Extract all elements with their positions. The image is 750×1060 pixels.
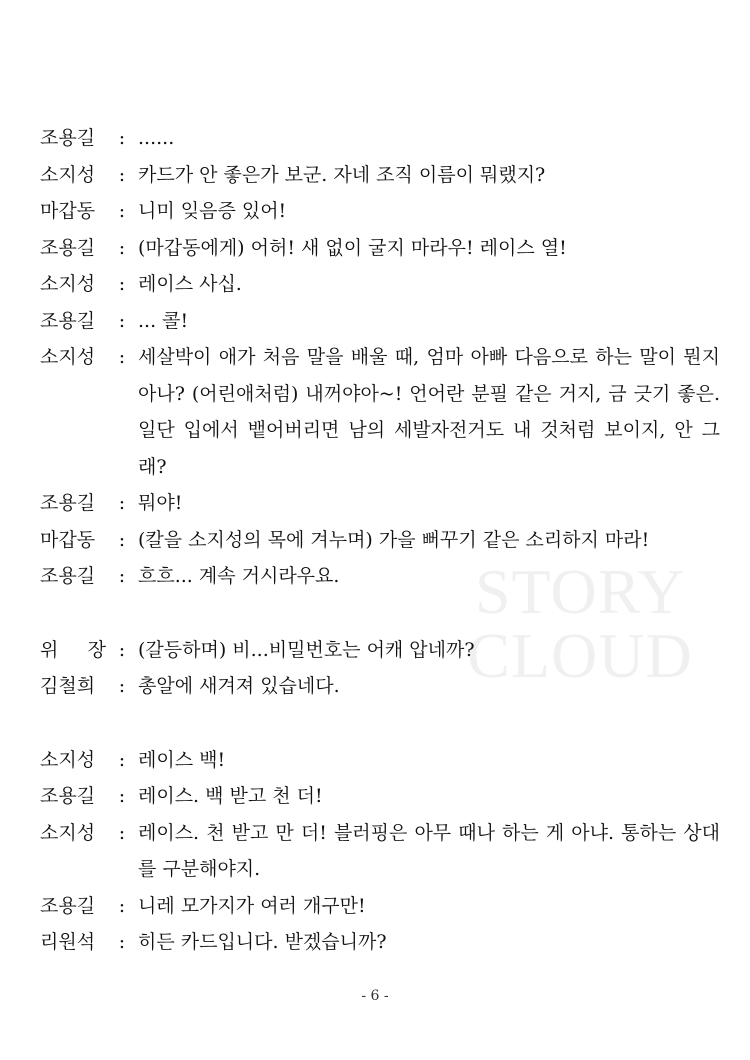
colon-separator: : [118, 127, 126, 149]
speaker-name: 조용길 [40, 127, 96, 149]
dialogue-text: 레이스 백! [138, 748, 226, 771]
dialogue-line [40, 485, 720, 522]
speaker-name: 조용길 [40, 565, 96, 587]
dialogue-line [40, 778, 720, 815]
dialogue-text: 니레 모가지가 여러 개구만! [138, 894, 366, 917]
colon-separator: : [118, 894, 126, 917]
scene-gap [40, 595, 720, 632]
dialogue-text: ... 콜! [138, 309, 189, 332]
dialogue-line [40, 668, 720, 705]
dialogue-line [40, 632, 720, 669]
colon-separator: : [118, 748, 126, 771]
dialogue-line [40, 339, 720, 485]
speaker-name: 조용길 [40, 894, 96, 917]
colon-separator: : [118, 638, 126, 661]
speaker-name: 김철희 [40, 675, 96, 697]
dialogue-line [40, 230, 720, 267]
watermark-line-1: STORY [474, 556, 686, 627]
dialogue-text: 레이스. 천 받고 만 더! 블러핑은 아무 때나 하는 게 아냐. 통하는 상대를 구분해야지. [138, 821, 720, 880]
watermark-line-2: CLOUD [467, 620, 693, 691]
speaker-name: 소지성 [40, 163, 96, 186]
colon-separator: : [118, 528, 126, 551]
speaker-name: 소지성 [40, 273, 96, 295]
colon-separator: : [118, 492, 126, 514]
script-body [40, 120, 720, 961]
colon-separator: : [118, 163, 126, 186]
dialogue-text: ...... [138, 127, 175, 149]
speaker-name: 소지성 [40, 346, 96, 368]
dialogue-text: (갈등하며) 비...비밀번호는 어캐 압네까? [138, 638, 475, 661]
speaker-name: 마갑동 [40, 200, 96, 222]
colon-separator: : [118, 346, 126, 368]
speaker-name: 조용길 [40, 309, 96, 332]
colon-separator: : [118, 675, 126, 697]
colon-separator: : [118, 821, 126, 844]
dialogue-text: 세살박이 애가 처음 말을 배울 때, 엄마 아빠 다음으로 하는 말이 뭔지 아나? (어린애처럼) 내꺼야아~! 언어란 분필 같은 거지, 금 긋기 좋은. 일단 입에서 뱉어버리면 남의 세발자전거도 내 것처럼 보이지, 안 그래? [138, 346, 720, 478]
speaker-name: 소지성 [40, 821, 96, 844]
dialogue-line [40, 924, 720, 961]
dialogue-text: 니미 잊음증 있어! [138, 200, 287, 222]
speaker-name: 조용길 [40, 492, 96, 514]
dialogue-line [40, 742, 720, 779]
dialogue-line [40, 157, 720, 194]
speaker-name: 조용길 [40, 236, 96, 259]
dialogue-text: 흐흐... 계속 거시라우요. [138, 565, 340, 587]
dialogue-text: 레이스 사십. [138, 273, 242, 295]
colon-separator: : [118, 309, 126, 332]
page-number: - 6 - [361, 988, 389, 1004]
colon-separator: : [118, 565, 126, 587]
colon-separator: : [118, 236, 126, 259]
dialogue-line [40, 558, 720, 595]
dialogue-text: 뭐야! [138, 492, 183, 514]
dialogue-text: (칼을 소지성의 목에 겨누며) 가을 뻐꾸기 같은 소리하지 마라! [138, 528, 650, 551]
colon-separator: : [118, 785, 126, 807]
dialogue-text: 레이스. 백 받고 천 더! [138, 785, 323, 807]
dialogue-line [40, 888, 720, 925]
speaker-name: 소지성 [40, 748, 96, 771]
dialogue-text: 카드가 안 좋은가 보군. 자네 조직 이름이 뭐랬지? [138, 163, 546, 186]
speaker-name: 조용길 [40, 785, 96, 807]
colon-separator: : [118, 200, 126, 222]
colon-separator: : [118, 273, 126, 295]
dialogue-text: 총알에 새겨져 있습네다. [138, 675, 340, 697]
scene-gap [40, 705, 720, 742]
dialogue-line [40, 303, 720, 340]
speaker-name: 마갑동 [40, 528, 96, 551]
dialogue-line [40, 522, 720, 559]
speaker-name: 리원석 [40, 931, 96, 953]
speaker-name: 위 장 [40, 638, 106, 661]
dialogue-line [40, 193, 720, 230]
dialogue-line [40, 266, 720, 303]
colon-separator: : [118, 931, 126, 953]
dialogue-line [40, 120, 720, 157]
dialogue-line [40, 815, 720, 888]
dialogue-text: 히든 카드입니다. 받겠습니까? [138, 931, 387, 953]
dialogue-text: (마갑동에게) 어허! 새 없이 굴지 마라우! 레이스 열! [138, 236, 567, 259]
